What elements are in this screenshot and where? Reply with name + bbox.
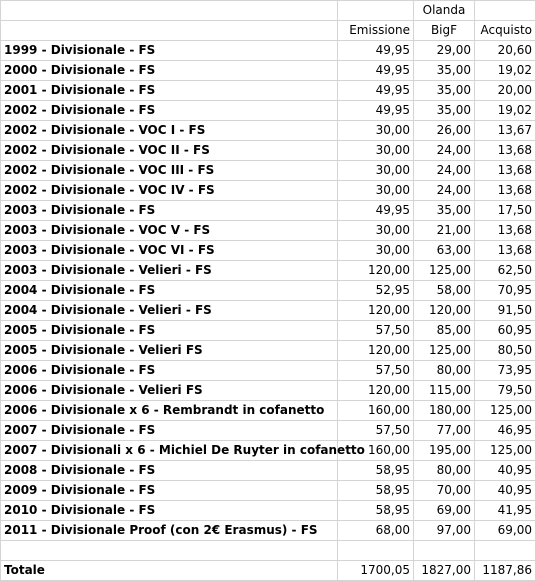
row-acquisto[interactable]: 60,95 xyxy=(475,321,536,341)
row-bigf[interactable]: 115,00 xyxy=(414,381,475,401)
row-bigf[interactable]: 70,00 xyxy=(414,481,475,501)
row-emissione[interactable]: 57,50 xyxy=(338,361,414,381)
total-row xyxy=(1,561,536,581)
row-label[interactable]: 2002 - Divisionale - FS xyxy=(1,101,338,121)
row-label[interactable]: 2006 - Divisionale x 6 - Rembrandt in cofanetto xyxy=(1,401,338,421)
table-row xyxy=(1,381,536,401)
row-emissione[interactable]: 49,95 xyxy=(338,81,414,101)
cell-empty[interactable] xyxy=(475,541,536,561)
row-acquisto[interactable]: 73,95 xyxy=(475,361,536,381)
cell-empty[interactable] xyxy=(1,1,338,21)
header-country[interactable]: Olanda xyxy=(414,1,475,21)
row-bigf[interactable]: 180,00 xyxy=(414,401,475,421)
cell-empty[interactable] xyxy=(338,1,414,21)
row-bigf[interactable]: 125,00 xyxy=(414,261,475,281)
table-row xyxy=(1,61,536,81)
table-row xyxy=(1,281,536,301)
total-label[interactable]: Totale xyxy=(1,561,338,581)
row-label[interactable]: 2003 - Divisionale - Velieri - FS xyxy=(1,261,338,281)
row-emissione[interactable]: 160,00 xyxy=(338,401,414,421)
row-bigf[interactable]: 24,00 xyxy=(414,141,475,161)
table-row xyxy=(1,101,536,121)
row-label[interactable]: 2001 - Divisionale - FS xyxy=(1,81,338,101)
row-bigf[interactable]: 35,00 xyxy=(414,81,475,101)
table-row xyxy=(1,441,536,461)
row-emissione[interactable]: 49,95 xyxy=(338,201,414,221)
row-emissione[interactable]: 58,95 xyxy=(338,481,414,501)
table-row xyxy=(1,41,536,61)
table-row xyxy=(1,521,536,541)
row-bigf[interactable]: 97,00 xyxy=(414,521,475,541)
row-label[interactable]: 2000 - Divisionale - FS xyxy=(1,61,338,81)
cell-empty[interactable] xyxy=(475,1,536,21)
row-label[interactable]: 2011 - Divisionale Proof (con 2€ Erasmus) - FS xyxy=(1,521,338,541)
row-label[interactable]: 2002 - Divisionale - VOC II - FS xyxy=(1,141,338,161)
table-row xyxy=(1,261,536,281)
table-row xyxy=(1,481,536,501)
header-emissione[interactable]: Emissione xyxy=(338,21,414,41)
row-label[interactable]: 2006 - Divisionale - FS xyxy=(1,361,338,381)
row-label[interactable]: 2004 - Divisionale - Velieri - FS xyxy=(1,301,338,321)
row-emissione[interactable]: 30,00 xyxy=(338,181,414,201)
row-acquisto[interactable]: 13,68 xyxy=(475,181,536,201)
row-acquisto[interactable]: 13,67 xyxy=(475,121,536,141)
row-emissione[interactable]: 160,00 xyxy=(338,441,414,461)
row-acquisto[interactable]: 46,95 xyxy=(475,421,536,441)
row-bigf[interactable]: 63,00 xyxy=(414,241,475,261)
row-bigf[interactable]: 85,00 xyxy=(414,321,475,341)
row-label[interactable]: 2002 - Divisionale - VOC I - FS xyxy=(1,121,338,141)
row-acquisto[interactable]: 19,02 xyxy=(475,101,536,121)
row-bigf[interactable]: 35,00 xyxy=(414,61,475,81)
row-acquisto[interactable]: 19,02 xyxy=(475,61,536,81)
table-row xyxy=(1,501,536,521)
cell-empty[interactable] xyxy=(1,21,338,41)
row-label[interactable]: 2008 - Divisionale - FS xyxy=(1,461,338,481)
row-bigf[interactable]: 80,00 xyxy=(414,461,475,481)
row-acquisto[interactable]: 79,50 xyxy=(475,381,536,401)
row-label[interactable]: 2002 - Divisionale - VOC IV - FS xyxy=(1,181,338,201)
row-bigf[interactable]: 24,00 xyxy=(414,161,475,181)
table-row xyxy=(1,421,536,441)
row-bigf[interactable]: 29,00 xyxy=(414,41,475,61)
row-emissione[interactable]: 30,00 xyxy=(338,121,414,141)
table-row xyxy=(1,301,536,321)
row-emissione[interactable]: 49,95 xyxy=(338,101,414,121)
row-bigf[interactable]: 80,00 xyxy=(414,361,475,381)
header-row-top xyxy=(1,1,536,21)
row-emissione[interactable]: 30,00 xyxy=(338,161,414,181)
row-emissione[interactable]: 120,00 xyxy=(338,381,414,401)
total-emissione[interactable]: 1700,05 xyxy=(338,561,414,581)
header-bigf[interactable]: BigF xyxy=(414,21,475,41)
cell-empty[interactable] xyxy=(414,541,475,561)
row-bigf[interactable]: 125,00 xyxy=(414,341,475,361)
row-acquisto[interactable]: 69,00 xyxy=(475,521,536,541)
row-label[interactable]: 2003 - Divisionale - VOC V - FS xyxy=(1,221,338,241)
row-label[interactable]: 1999 - Divisionale - FS xyxy=(1,41,338,61)
row-label[interactable]: 2003 - Divisionale - VOC VI - FS xyxy=(1,241,338,261)
table-row xyxy=(1,461,536,481)
row-label[interactable]: 2002 - Divisionale - VOC III - FS xyxy=(1,161,338,181)
row-emissione[interactable]: 58,95 xyxy=(338,501,414,521)
row-emissione[interactable]: 30,00 xyxy=(338,141,414,161)
row-label[interactable]: 2009 - Divisionale - FS xyxy=(1,481,338,501)
row-acquisto[interactable]: 125,00 xyxy=(475,441,536,461)
row-acquisto[interactable]: 41,95 xyxy=(475,501,536,521)
header-acquisto[interactable]: Acquisto xyxy=(475,21,536,41)
row-emissione[interactable]: 57,50 xyxy=(338,321,414,341)
row-emissione[interactable]: 120,00 xyxy=(338,341,414,361)
row-acquisto[interactable]: 13,68 xyxy=(475,241,536,261)
total-bigf[interactable]: 1827,00 xyxy=(414,561,475,581)
table-row xyxy=(1,121,536,141)
cell-empty[interactable] xyxy=(338,541,414,561)
row-bigf[interactable]: 77,00 xyxy=(414,421,475,441)
row-acquisto[interactable]: 91,50 xyxy=(475,301,536,321)
row-acquisto[interactable]: 70,95 xyxy=(475,281,536,301)
header-row xyxy=(1,21,536,41)
row-acquisto[interactable]: 17,50 xyxy=(475,201,536,221)
row-bigf[interactable]: 195,00 xyxy=(414,441,475,461)
row-bigf[interactable]: 35,00 xyxy=(414,101,475,121)
row-label[interactable]: 2003 - Divisionale - FS xyxy=(1,201,338,221)
row-acquisto[interactable]: 62,50 xyxy=(475,261,536,281)
row-bigf[interactable]: 21,00 xyxy=(414,221,475,241)
row-bigf[interactable]: 120,00 xyxy=(414,301,475,321)
row-emissione[interactable]: 30,00 xyxy=(338,221,414,241)
row-emissione[interactable]: 58,95 xyxy=(338,461,414,481)
table-row xyxy=(1,81,536,101)
row-bigf[interactable]: 26,00 xyxy=(414,121,475,141)
row-acquisto[interactable]: 20,60 xyxy=(475,41,536,61)
row-label[interactable]: 2006 - Divisionale - Velieri FS xyxy=(1,381,338,401)
table-row xyxy=(1,321,536,341)
row-label[interactable]: 2004 - Divisionale - FS xyxy=(1,281,338,301)
table-row xyxy=(1,181,536,201)
table-row xyxy=(1,241,536,261)
table-row xyxy=(1,401,536,421)
table-row xyxy=(1,161,536,181)
row-emissione[interactable]: 57,50 xyxy=(338,421,414,441)
row-emissione[interactable]: 49,95 xyxy=(338,41,414,61)
row-emissione[interactable]: 68,00 xyxy=(338,521,414,541)
table-row xyxy=(1,361,536,381)
row-label[interactable]: 2005 - Divisionale - FS xyxy=(1,321,338,341)
row-emissione[interactable]: 30,00 xyxy=(338,241,414,261)
row-emissione[interactable]: 120,00 xyxy=(338,301,414,321)
row-acquisto[interactable]: 13,68 xyxy=(475,221,536,241)
row-label[interactable]: 2010 - Divisionale - FS xyxy=(1,501,338,521)
cell-empty[interactable] xyxy=(1,541,338,561)
row-acquisto[interactable]: 13,68 xyxy=(475,141,536,161)
row-label[interactable]: 2007 - Divisionale - FS xyxy=(1,421,338,441)
row-acquisto[interactable]: 125,00 xyxy=(475,401,536,421)
row-bigf[interactable]: 35,00 xyxy=(414,201,475,221)
row-acquisto[interactable]: 40,95 xyxy=(475,461,536,481)
total-acquisto[interactable]: 1187,86 xyxy=(475,561,536,581)
table-row xyxy=(1,201,536,221)
row-emissione[interactable]: 120,00 xyxy=(338,261,414,281)
row-acquisto[interactable]: 13,68 xyxy=(475,161,536,181)
row-bigf[interactable]: 24,00 xyxy=(414,181,475,201)
row-acquisto[interactable]: 80,50 xyxy=(475,341,536,361)
blank-row xyxy=(1,541,536,561)
row-bigf[interactable]: 69,00 xyxy=(414,501,475,521)
row-emissione[interactable]: 52,95 xyxy=(338,281,414,301)
table-row xyxy=(1,341,536,361)
row-label[interactable]: 2007 - Divisionali x 6 - Michiel De Ruyter in cofanetto xyxy=(1,441,338,461)
row-acquisto[interactable]: 20,00 xyxy=(475,81,536,101)
row-label[interactable]: 2005 - Divisionale - Velieri FS xyxy=(1,341,338,361)
table-row xyxy=(1,221,536,241)
row-bigf[interactable]: 58,00 xyxy=(414,281,475,301)
row-emissione[interactable]: 49,95 xyxy=(338,61,414,81)
row-acquisto[interactable]: 40,95 xyxy=(475,481,536,501)
table-row xyxy=(1,141,536,161)
